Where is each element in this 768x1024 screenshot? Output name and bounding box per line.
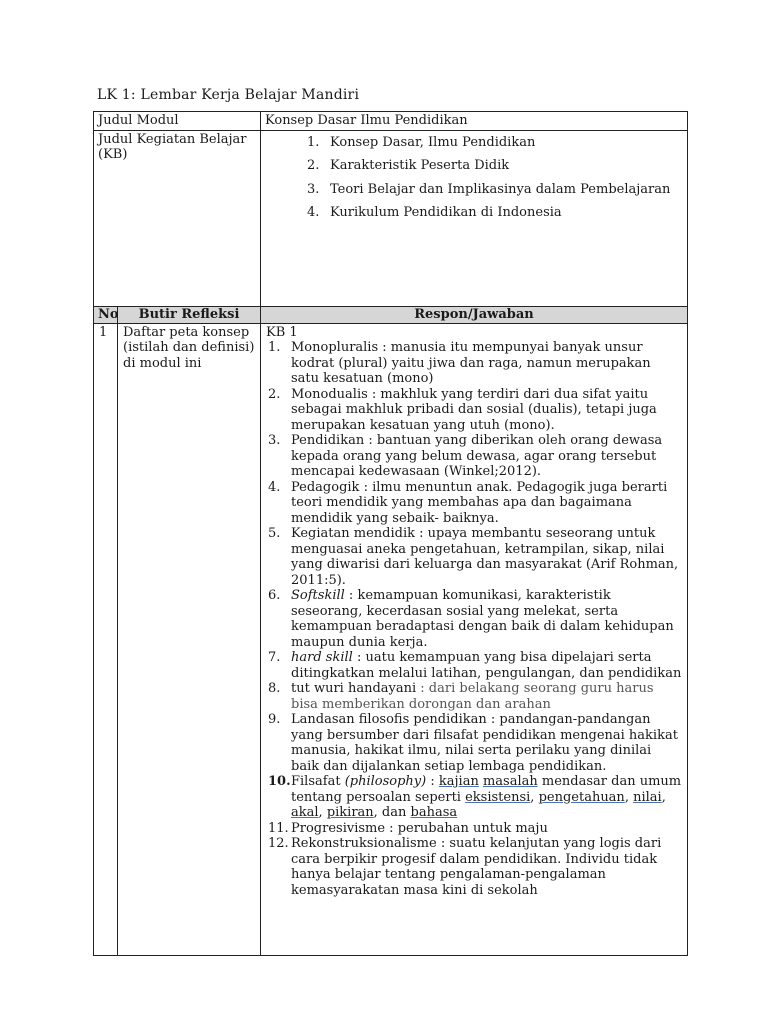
item-link-kajian[interactable]: kajian <box>438 774 479 789</box>
item-link-bahasa[interactable]: bahasa <box>410 805 458 820</box>
item-term: Monopluralis <box>291 340 379 355</box>
activity-item <box>305 178 683 202</box>
item-term: hard skill <box>291 650 353 665</box>
worksheet-table <box>93 111 688 956</box>
activity-item-num: 1. <box>307 134 320 150</box>
item-link-pengetahuan[interactable]: pengetahuan <box>538 789 625 805</box>
item-term: Rekonstruksionalisme <box>291 836 437 851</box>
activity-item-text: Konsep Dasar, Ilmu Pendidikan <box>330 134 536 150</box>
list-item <box>266 821 682 837</box>
list-item <box>266 650 682 681</box>
item-num: 12. <box>268 836 289 851</box>
item-def: : pandangan-pandangan yang bersumber dari filsafat pendidikan mengenai hakikat manusia, hakikat ilmu, nilai serta perilaku yang dinilai baik dan dijalankan setiap lembaga pendidikan. <box>291 712 678 774</box>
activity-item <box>305 201 683 225</box>
list-item <box>266 681 682 712</box>
item-num: 8. <box>268 681 281 696</box>
list-item <box>266 526 682 588</box>
item-num: 1. <box>268 340 281 355</box>
item-def: : makhluk yang terdiri dari dua sifat yaitu sebagai makhluk pribadi dan sosial (dualis), tetapi juga merupakan kesatuan yang utuh (mono). <box>291 386 657 433</box>
activity-list <box>265 131 683 225</box>
list-item <box>266 480 682 527</box>
table-row <box>94 323 688 955</box>
item-num: 5. <box>268 526 281 541</box>
item-def: : perubahan untuk maju <box>385 820 548 836</box>
item-text: , <box>530 789 539 805</box>
item-def: : upaya membantu seseorang untuk menguasai aneka pengetahuan, ketrampilan, sikap, nilai yang diwarisi dari keluarga dan masyarakat (Arif Rohman, 2011:5). <box>291 526 679 588</box>
row-respon <box>261 323 688 955</box>
activity-item-num: 3. <box>307 181 320 197</box>
item-link-eksistensi[interactable]: eksistensi <box>465 789 531 805</box>
item-term: Pendidikan <box>291 433 365 448</box>
item-term: tut wuri handayani <box>291 681 417 696</box>
item-def: : uatu kemampuan yang bisa dipelajari serta ditingkatkan melalui latihan, pengulangan, dan pendidikan <box>291 650 682 681</box>
activity-item-num: 4. <box>307 205 320 220</box>
activity-item <box>305 154 683 178</box>
row-no: 1 <box>94 323 118 955</box>
item-text: , dan <box>373 805 411 820</box>
item-term: Filsafat <box>291 774 341 789</box>
item-num: 7. <box>268 650 281 665</box>
response-list <box>266 340 682 898</box>
activity-item-text: Karakteristik Peserta Didik <box>330 158 510 173</box>
list-item <box>266 712 682 774</box>
module-label: Judul Modul <box>94 112 261 131</box>
activity-item-num: 2. <box>307 158 320 173</box>
header-no: No <box>94 306 118 323</box>
module-value: Konsep Dasar Ilmu Pendidikan <box>261 112 688 131</box>
activity-item <box>305 131 683 155</box>
page-title: LK 1: Lembar Kerja Belajar Mandiri <box>97 87 360 103</box>
item-num: 10. <box>268 774 291 789</box>
item-def: : bantuan yang diberikan oleh orang dewasa kepada orang yang belum dewasa, agar orang tersebut mencapai kedewasaan (Winkel;2012). <box>291 433 663 479</box>
item-link-masalah[interactable]: masalah <box>482 774 538 789</box>
item-def: : ilmu menuntun anak. Pedagogik juga berarti teori mendidik yang membahas apa dan bagaimana mendidik yang sebaik- baiknya. <box>291 479 668 526</box>
row-butir: Daftar peta konsep (istilah dan definisi) di modul ini <box>118 323 261 955</box>
item-num: 9. <box>268 712 281 727</box>
item-def: : suatu kelanjutan yang logis dari cara berpikir progesif dalam pendidikan. Individu tidak hanya belajar tentang pengalaman-pengalaman kemasyarakatan masa kini di sekolah <box>291 836 662 898</box>
list-item <box>266 387 682 434</box>
item-term: Progresivisme <box>291 820 386 836</box>
activity-label: Judul Kegiatan Belajar (KB) <box>94 130 261 306</box>
item-colon: : <box>426 774 435 789</box>
item-num: 11. <box>268 820 289 836</box>
item-link-nilai[interactable]: nilai <box>633 789 662 805</box>
item-def: : dari belakang seorang guru harus bisa memberikan dorongan dan arahan <box>291 681 654 712</box>
item-text: , <box>661 789 666 805</box>
activity-cell <box>261 130 688 306</box>
item-num: 2. <box>268 386 281 402</box>
item-term-paren: (philosophy) <box>344 774 427 789</box>
table-header-row <box>94 306 688 323</box>
item-num: 4. <box>268 479 281 495</box>
item-term: Landasan filosofis pendidikan <box>291 712 487 727</box>
item-def: : kemampuan komunikasi, karakteristik seseorang, kecerdasan sosial yang melekat, serta kemampuan beradaptasi dengan baik di dalam kehidupan maupun dunia kerja. <box>291 588 674 650</box>
item-num: 3. <box>268 433 281 448</box>
module-row <box>94 112 688 131</box>
list-item <box>266 588 682 650</box>
list-item <box>266 433 682 480</box>
list-item <box>266 774 682 821</box>
item-term: Softskill <box>291 588 345 603</box>
list-item <box>266 836 682 898</box>
header-respon: Respon/Jawaban <box>261 306 688 323</box>
activity-item-text: Teori Belajar dan Implikasinya dalam Pembelajaran <box>330 181 671 197</box>
item-term: Kegiatan mendidik <box>291 526 415 541</box>
item-link-pikiran[interactable]: pikiran <box>326 805 374 820</box>
item-term: Pedagogik <box>291 479 360 495</box>
item-link-akal[interactable]: akal <box>291 805 319 820</box>
item-def: : manusia itu mempunyai banyak unsur kodrat (plural) yaitu jiwa dan raga, namun merupakan satu kesatuan (mono) <box>291 340 651 386</box>
kb-label: KB 1 <box>266 324 298 340</box>
list-item <box>266 340 682 387</box>
header-butir: Butir Refleksi <box>118 306 261 323</box>
activity-row <box>94 130 688 306</box>
item-text: , <box>624 789 634 805</box>
activity-item-text: Kurikulum Pendidikan di Indonesia <box>330 205 562 220</box>
item-term: Monodualis <box>291 386 368 402</box>
item-num: 6. <box>268 588 281 603</box>
item-text: mendasar dan umum tentang persoalan seperti <box>291 774 682 805</box>
item-text: , <box>318 805 327 820</box>
